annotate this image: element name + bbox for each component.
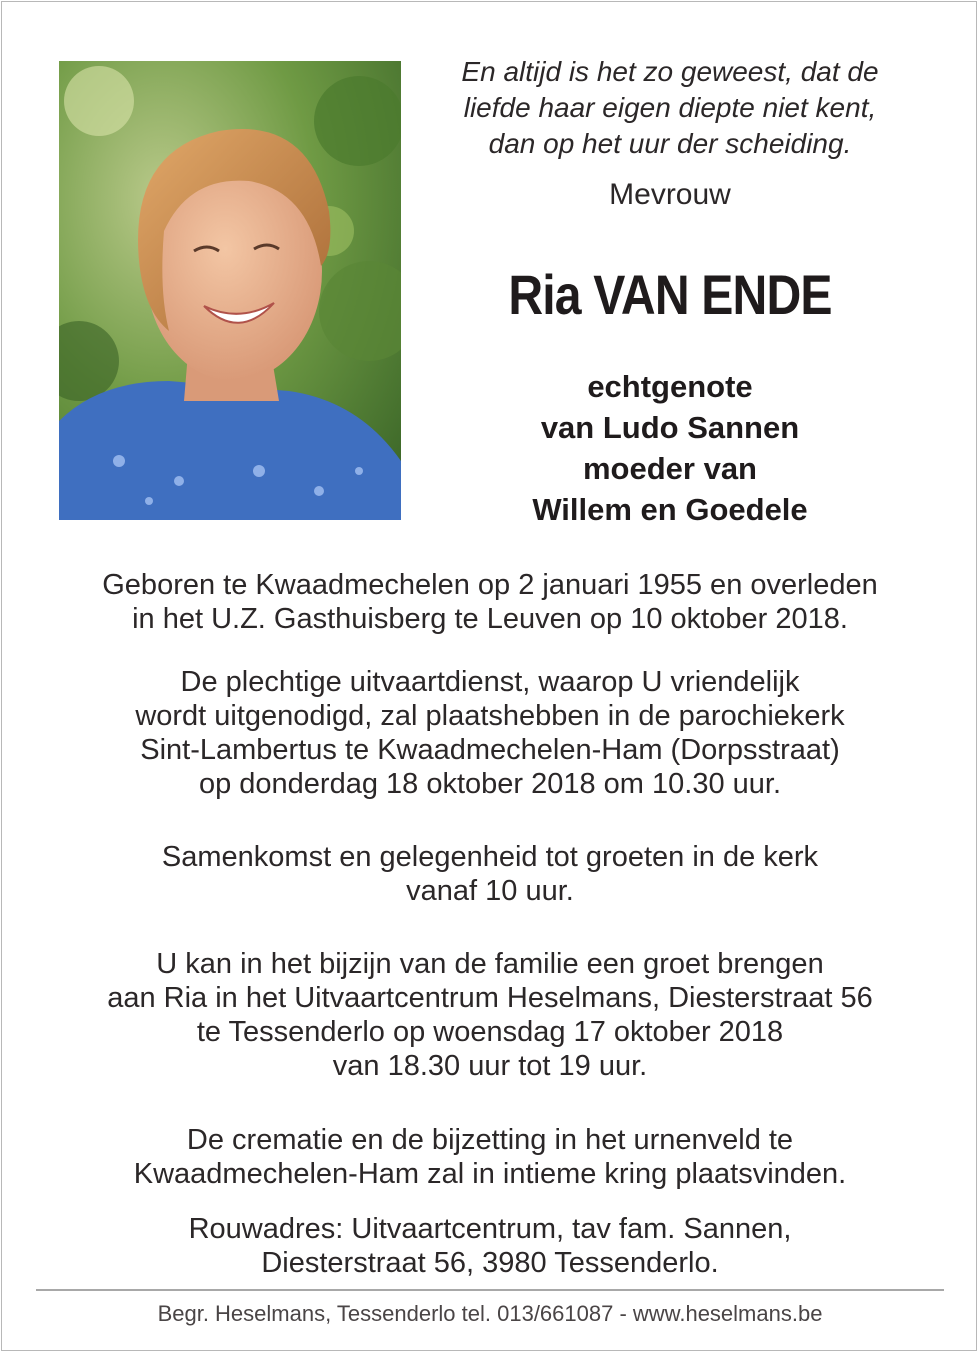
- mourning-address-paragraph: [40, 1212, 940, 1280]
- footer-divider: [36, 1289, 944, 1291]
- text-line: te Tessenderlo op woensdag 17 oktober 2018: [196, 1016, 784, 1048]
- relation-line: moeder van: [582, 451, 757, 486]
- salutation: Mevrouw: [609, 178, 731, 211]
- relation-line: van Ludo Sannen: [540, 410, 800, 445]
- poem-quote: [420, 54, 920, 162]
- poem-line: liefde haar eigen diepte niet kent,: [463, 92, 877, 123]
- deceased-name: Ria VAN ENDE: [508, 263, 832, 326]
- relation-line: Willem en Goedele: [532, 492, 808, 527]
- text-line: van 18.30 uur tot 19 uur.: [332, 1050, 648, 1082]
- poem-line: En altijd is het zo geweest, dat de: [461, 56, 879, 87]
- text-line: De crematie en de bijzetting in het urnenveld te: [186, 1124, 794, 1156]
- text-line: Geboren te Kwaadmechelen op 2 januari 1955 en overleden: [102, 569, 878, 601]
- text-line: Rouwadres: Uitvaartcentrum, tav fam. Sannen,: [188, 1213, 792, 1245]
- portrait-photo: [59, 61, 401, 520]
- text-line: De plechtige uitvaartdienst, waarop U vriendelijk: [180, 666, 800, 698]
- text-line: Kwaadmechelen-Ham zal in intieme kring plaatsvinden.: [133, 1158, 847, 1190]
- text-line: Sint-Lambertus te Kwaadmechelen-Ham (Dorpsstraat): [140, 734, 840, 766]
- text-line: aan Ria in het Uitvaartcentrum Heselmans, Diesterstraat 56: [107, 982, 873, 1014]
- family-relations: [420, 366, 920, 530]
- text-line: Diesterstraat 56, 3980 Tessenderlo.: [261, 1247, 719, 1279]
- text-line: op donderdag 18 oktober 2018 om 10.30 uur.: [198, 768, 782, 800]
- funeral-service-paragraph: [40, 665, 940, 801]
- text-line: Samenkomst en gelegenheid tot groeten in de kerk: [161, 841, 819, 873]
- relation-line: echtgenote: [587, 369, 753, 404]
- text-line: U kan in het bijzijn van de familie een groet brengen: [156, 948, 824, 980]
- visitation-paragraph: [40, 947, 940, 1083]
- gathering-paragraph: [40, 840, 940, 908]
- birth-death-paragraph: [40, 568, 940, 636]
- poem-line: dan op het uur der scheiding.: [488, 128, 852, 159]
- funeral-home-footer: Begr. Heselmans, Tessenderlo tel. 013/661087 - www.heselmans.be: [157, 1301, 823, 1326]
- text-line: wordt uitgenodigd, zal plaatshebben in de parochiekerk: [135, 700, 845, 732]
- text-line: vanaf 10 uur.: [406, 875, 574, 907]
- cremation-paragraph: [40, 1123, 940, 1191]
- text-line: in het U.Z. Gasthuisberg te Leuven op 10 oktober 2018.: [132, 603, 848, 635]
